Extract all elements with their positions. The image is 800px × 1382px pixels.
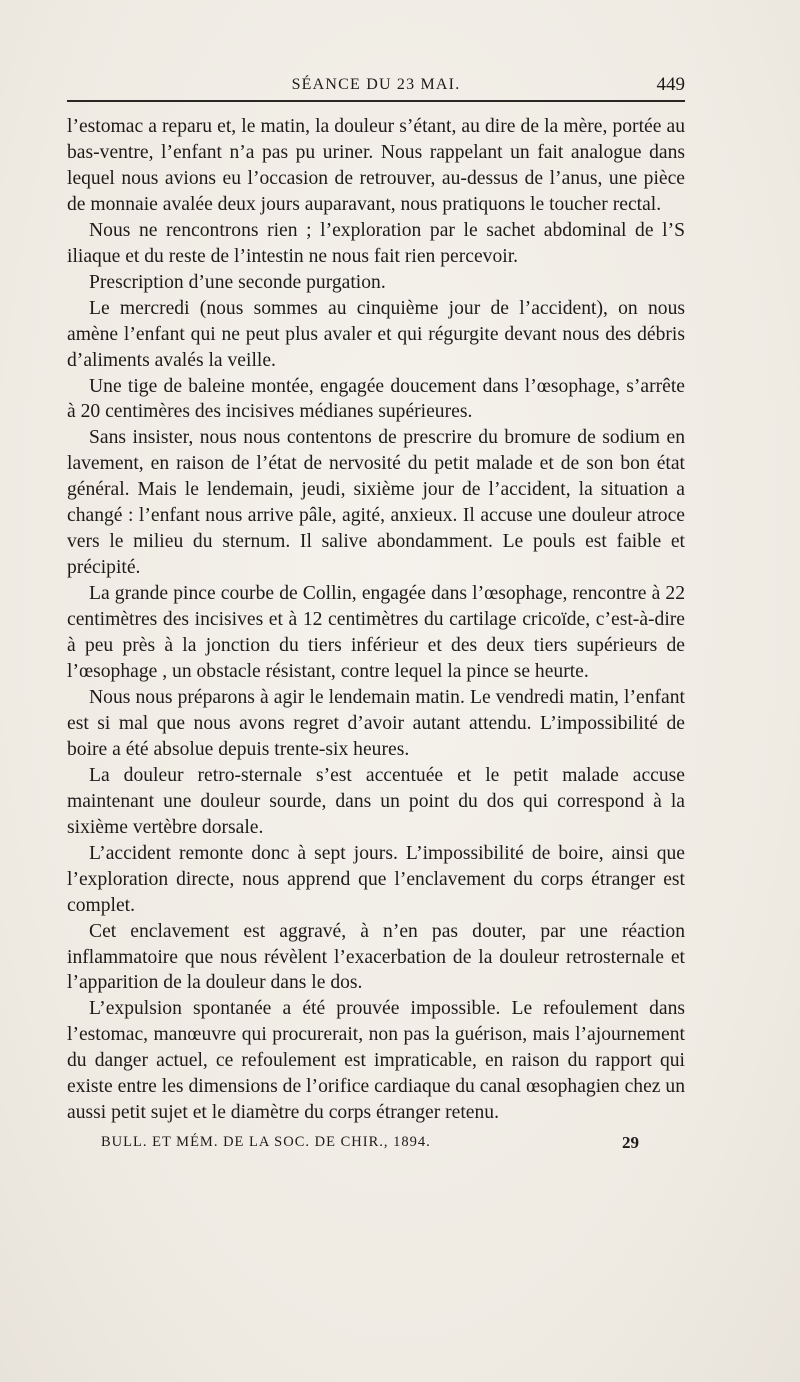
paragraph: Nous nous préparons à agir le lendemain matin. Le vendredi matin, l’enfant est si mal que nous avons regret d’avoir autant attendu. L’impossibilité de boire a été absolue depuis trente-six heures. (67, 686, 685, 760)
paragraph: Prescription d’une seconde purgation. (89, 271, 386, 293)
header-rule (67, 100, 685, 102)
paragraph: L’accident remonte donc à sept jours. L’impossibilité de boire, ainsi que l’exploration directe, nous apprend que l’enclavement du corps étranger est complet. (67, 842, 685, 916)
paragraph: La douleur retro-sternale s’est accentuée et le petit malade accuse maintenant une douleur sourde, dans un point du dos qui correspond à la sixième vertèbre dorsale. (67, 764, 685, 838)
paragraph: Le mercredi (nous sommes au cinquième jour de l’accident), on nous amène l’enfant qui ne peut plus avaler et qui régurgite devant nous des débris d’aliments avalés la veille. (67, 297, 685, 371)
book-page (67, 70, 685, 1164)
paragraph: L’expulsion spontanée a été prouvée impossible. Le refoulement dans l’estomac, manœuvre qui procurerait, non pas la guérison, mais l’ajournement du danger actuel, ce refoulement est impraticable, en raison du rapport qui existe entre les dimensions de l’orifice cardiaque du canal œsophagien chez un aussi petit sujet et le diamètre du corps étranger retenu. (67, 998, 685, 1124)
running-head (67, 70, 685, 98)
paragraph: Cet enclavement est aggravé, à n’en pas douter, par une réaction inflammatoire que nous révèlent l’exacerbation de la douleur retrosternale et l’apparition de la douleur dans le dos. (67, 920, 685, 994)
paragraph: l’estomac a reparu et, le matin, la douleur s’étant, au dire de la mère, portée au bas-ventre, l’enfant n’a pas pu uriner. Nous rappelant un fait analogue dans lequel nous avions eu l’occasion de retrouver, au-dessus de l’anus, une pièce de monnaie avalée deux jours auparavant, nous pratiquons le toucher rectal. (67, 116, 685, 215)
paragraph: Nous ne rencontrons rien ; l’exploration par le sachet abdominal de l’S iliaque et du reste de l’intestin ne nous fait rien percevoir. (67, 219, 685, 267)
paragraph: Sans insister, nous nous contentons de prescrire du bromure de sodium en lavement, en raison de l’état de nervosité du petit malade et de son bon état général. Mais le lendemain, jeudi, sixième jour de l’accident, la situation a changé : l’enfant nous arrive pâle, agité, anxieux. Il accuse une douleur atroce vers le milieu du sternum. Il salive abondamment. Le pouls est faible et précipité. (67, 427, 685, 579)
running-head-title: SÉANCE DU 23 MAI. (291, 76, 461, 93)
body-text (67, 114, 685, 1126)
paragraph: Une tige de baleine montée, engagée doucement dans l’œsophage, s’arrête à 20 centimères des incisives médianes supérieures. (67, 375, 685, 423)
page-number: 449 (656, 74, 685, 95)
bulletin-reference: BULL. ET MÉM. DE LA SOC. DE CHIR., 1894. (101, 1134, 431, 1151)
paragraph: La grande pince courbe de Collin, engagée dans l’œsophage, rencontre à 22 centimètres des incisives et à 12 centimètres du cartilage cricoïde, c’est-à-dire à peu près à la jonction du tiers inférieur et des deux tiers supérieurs de l’œsophage , un obstacle résistant, contre lequel la pince se heurte. (67, 583, 685, 683)
page-footer (67, 1134, 685, 1164)
signature-mark: 29 (622, 1133, 639, 1153)
